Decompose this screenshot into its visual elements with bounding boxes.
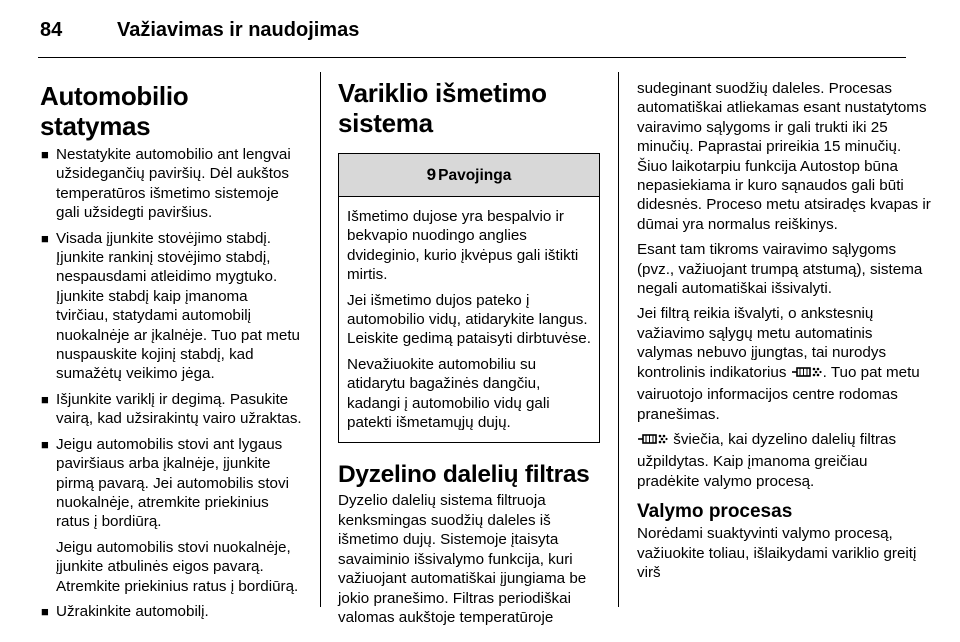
list-item: ■ Užrakinkite automobilį. xyxy=(41,602,209,620)
bullet-icon: ■ xyxy=(41,436,49,452)
parking-list xyxy=(40,145,304,621)
paragraph: Esant tam tikroms vairavimo sąlygoms (pvz., važiuojant trumpą atstumą), sistema negali automatiškai išsivalyti. xyxy=(637,241,923,298)
dpf-paragraph: Dyzelio dalelių sistema filtruoja kenksmingas suodžių daleles iš išmetimo dujų. Sistemoje įtaisyta savaiminio išsivalymo funkcija, kuri važiuojant automatiškai įjungiama be jokio pranešimo. Filtras periodiškai valomas aukštoje temperatūroje xyxy=(338,492,587,626)
header-divider xyxy=(38,57,906,58)
paragraph: šviečia, kai dyzelino dalelių filtras užpildytas. Kaip įmanoma greičiau pradėkite valymo procesą. xyxy=(637,430,897,490)
warning-body xyxy=(339,197,599,442)
bullet-icon: ■ xyxy=(41,603,49,619)
warning-paragraph: Jei išmetimo dujos pateko į automobilio vidų, atidarykite langus. Leiskite gedimą pataisyti dirbtuvėse. xyxy=(347,291,591,348)
diesel-particle-filter-icon xyxy=(637,431,669,452)
danger-warning-box xyxy=(338,153,600,443)
diesel-particle-filter-icon xyxy=(791,364,823,385)
column-divider-1 xyxy=(320,72,321,607)
list-item: ■ Visada įjunkite stovėjimo stabdį. Įjunkite rankinį stovėjimo stabdį, nespausdami atleidimo mygtuko. Įjunkite stabdį kaip įmanoma tvirčiau, statydami automobilį nuokalnėje ar įkalnėje. Tuo pat metu nuspauskite kojinį stabdį, kad sumažėtų veikimo jėga. xyxy=(41,229,301,383)
warning-header xyxy=(339,154,599,197)
paragraph: Jei filtrą reikia išvalyti, o ankstesnių važiavimo sąlygų metu automatinis valymas nebuvo įjungtas, tai nurodys kontrolinis indikatorius . Tuo pat metu vairuotojo informacijos centre rodomas pranešimas. xyxy=(637,305,920,423)
bullet-icon: ■ xyxy=(41,147,49,162)
warning-icon: 9 xyxy=(426,165,437,184)
section-heading-parking: Automobilio statymas xyxy=(40,81,189,141)
list-item: ■ Jeigu automobilis stovi ant lygaus paviršiaus arba įkalnėje, įjunkite pirmą pavarą. Jei automobilis stovi nuokalnėje, atremkite priekinius ratus į bordiūrą. Jeigu automobilis stovi nuokalnėje, įjunkite atbulinės eigos pavarą. Atremkite priekinius ratus į bordiūrą. xyxy=(40,435,304,596)
column-1 xyxy=(40,72,304,627)
paragraph: Norėdami suaktyvinti valymo procesą, važiuokite toliau, išlaikydami variklio greitį virš xyxy=(637,525,917,581)
page-number: 84 xyxy=(40,19,63,41)
list-item-note: Jeigu automobilis stovi nuokalnėje, įjunkite atbulinės eigos pavarą. Atremkite priekinius ratus į bordiūrą. xyxy=(56,538,299,595)
column-2 xyxy=(338,72,600,633)
page-header-title: Važiavimas ir naudojimas xyxy=(117,19,360,41)
bullet-icon: ■ xyxy=(41,391,49,407)
paragraph: sudeginant suodžių daleles. Procesas automatiškai atliekamas esant nustatytoms vairavimo sąlygoms ir gali trukti iki 25 minučių. Paprastai prireikia 15 minučių. Šiuo laikotarpiu funkcija Autostop būna nepasiekiama ir kuro sąnaudos gali būti didesnės. Proceso metu atsiradęs kvapas ir dūmai yra normalus reiškinys. xyxy=(637,80,931,233)
section-heading-dpf: Dyzelino dalelių filtras xyxy=(338,461,590,489)
section-heading-exhaust: Variklio išmetimo sistema xyxy=(338,78,547,138)
section-heading-cleaning: Valymo procesas xyxy=(637,501,793,523)
warning-title: Pavojinga xyxy=(438,167,512,184)
bullet-icon: ■ xyxy=(41,230,49,246)
column-divider-2 xyxy=(618,72,619,607)
list-item: ■ Nestatykite automobilio ant lengvai užsidegančių paviršių. Dėl aukštos temperatūros išmetimo sistemoje gali užsidegti paviršius. xyxy=(41,146,291,222)
warning-paragraph: Išmetimo dujose yra bespalvio ir bekvapio nuodingo anglies dvideginio, kurio įkvėpus gali ištikti mirtis. xyxy=(347,208,579,284)
warning-paragraph: Nevažiuokite automobiliu su atidarytu bagažinės dangčiu, kadangi į automobilio vidų gali patekti išmetamųjų dujų. xyxy=(347,355,550,432)
column-3 xyxy=(637,79,931,588)
list-item: ■ Išjunkite variklį ir degimą. Pasukite vairą, kad užsirakintų vairo užraktas. xyxy=(41,390,302,428)
